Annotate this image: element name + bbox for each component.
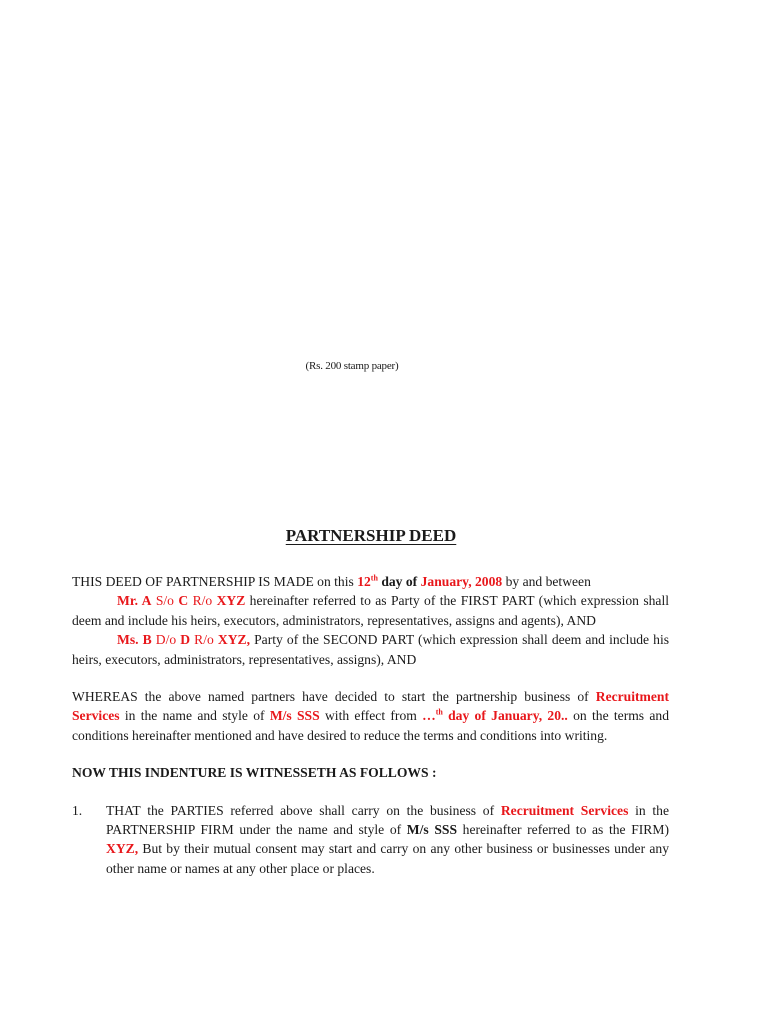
- terms-text: on the terms and conditions hereinafter mentioned and have desired to reduce the terms and conditions into writing.: [72, 708, 669, 743]
- second-party-relation: D/o: [151, 632, 181, 648]
- clause-number: 1.: [72, 802, 83, 818]
- firm-name: M/s SSS: [269, 708, 320, 724]
- clause-1: [72, 801, 669, 879]
- clause-1-text: THAT the PARTIES referred above shall carry on the business of: [106, 802, 501, 818]
- second-party-paragraph: [72, 630, 669, 669]
- first-party-place: XYZ: [216, 593, 246, 609]
- second-party-name: Ms. B: [117, 632, 152, 648]
- clause-firm-name: M/s SSS: [406, 822, 458, 838]
- second-party-text: Party of the SECOND PART (which expression shall deem and include his heirs, executors, administrators, representatives, assigns), AND: [72, 632, 670, 667]
- document-body: [72, 572, 669, 878]
- intro-text: THIS DEED OF PARTNERSHIP IS MADE on this: [72, 574, 358, 589]
- first-party-paragraph: [72, 591, 669, 630]
- second-party-residence: R/o: [190, 632, 218, 648]
- clause-name-style-text: in the PARTNERSHIP FIRM under the name and style of: [106, 802, 669, 838]
- clause-consent-text: But by their mutual consent may start and carry on any other business or businesses under any other name or names at any other place or places.: [106, 841, 669, 876]
- whereas-text: WHEREAS the above named partners have decided to start the partnership business of: [72, 689, 596, 705]
- stamp-paper-note: (Rs. 200 stamp paper): [305, 360, 399, 372]
- by-and-between-text: by and between: [502, 574, 591, 589]
- first-party-name: Mr. A: [117, 593, 152, 609]
- whereas-paragraph: [72, 687, 669, 745]
- business-name: Recruitment Services: [72, 689, 669, 724]
- day-of-text: day of: [377, 574, 421, 589]
- deed-date: January, 2008: [420, 574, 503, 589]
- first-party-text: hereinafter referred to as Party of the FIRST PART (which expression shall deem and include his heirs, executors, administrators, representatives, assigns and agents), AND: [72, 593, 669, 628]
- effective-date: …$^{th}$ day of January, 20..: [422, 707, 568, 724]
- effect-from-text: with effect from: [319, 708, 423, 724]
- first-party-parent: C: [178, 593, 189, 609]
- clause-business-name: Recruitment Services: [500, 802, 629, 818]
- first-party-relation: S/o: [151, 593, 179, 609]
- second-party-place: XYZ,: [217, 632, 251, 648]
- witnesseth-heading: NOW THIS INDENTURE IS WITNESSETH AS FOLLOWS :: [72, 765, 437, 781]
- second-party-parent: D: [180, 632, 191, 648]
- document-title: PARTNERSHIP DEED: [285, 526, 457, 545]
- name-style-text: in the name and style of: [119, 708, 270, 724]
- clause-referred-text: hereinafter referred to as the FIRM): [457, 822, 669, 838]
- first-party-residence: R/o: [188, 593, 217, 609]
- intro-paragraph: [72, 572, 669, 591]
- clause-place: XYZ,: [106, 841, 139, 857]
- deed-day: 12th: [357, 573, 378, 589]
